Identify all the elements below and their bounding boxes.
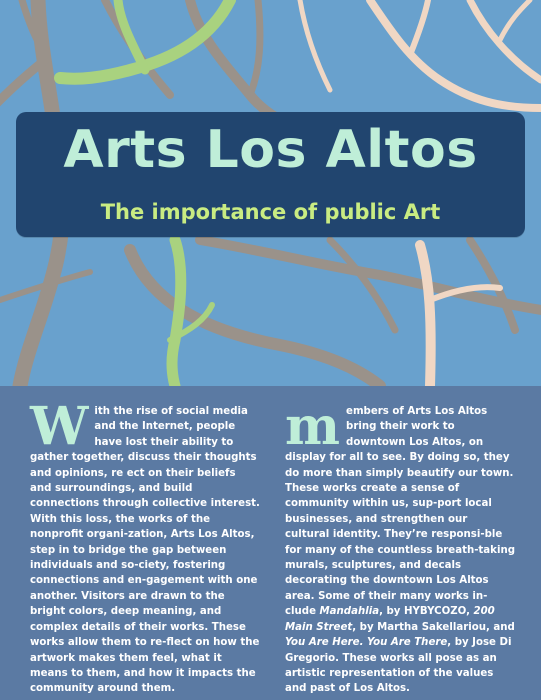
paragraph-right-text-3: , by Martha Sakellariou, and bbox=[352, 621, 515, 633]
peach-branch bbox=[410, 0, 428, 55]
grey-branch bbox=[330, 240, 395, 330]
peach-branch bbox=[500, 0, 530, 40]
article-body bbox=[0, 386, 541, 700]
paragraph-left: ith the rise of social media and the Internet, people have lost their ability to gather together, discuss their thoughts and opinions, re ect on their beliefs and surroundings, and build connections through collective interest. With this loss, the works of the nonprofit organi-zation, Arts Los Altos, step in to bridge the gap between individuals and so-ciety, fostering connections and en-gagement with one another. Visitors are drawn to the bright colors, deep meaning, and complex details of their works. These works allow them to re-flect on how the artwork makes them feel, what it means to them, and how it impacts the community around them. bbox=[30, 406, 260, 695]
title-banner bbox=[16, 112, 525, 237]
dropcap-right: m bbox=[285, 396, 341, 457]
artwork-title-you-are-here: You Are Here. You Are There bbox=[285, 637, 448, 649]
page-title: Arts Los Altos bbox=[63, 120, 478, 180]
grey-branch bbox=[250, 0, 260, 95]
article-column-right bbox=[285, 396, 515, 697]
green-branch bbox=[172, 240, 181, 386]
paragraph-right-text-4: , by Jose Di Gregorio. These works all pose as an artistic representation of the values and past of Los Altos. bbox=[285, 637, 512, 695]
page-subtitle: The importance of public Art bbox=[100, 200, 441, 224]
paragraph-right-text-1: embers of Arts Los Altos bring their work to downtown Los Altos, on display for all to see. By doing so, they do more than simply beautify our town. These works create a sense of community within us, sup-port local businesses, and strengthen our cultural identity. They’re responsi-ble for many of the countless breath-taking murals, sculptures, and decals decorating the downtown Los Altos area. Some of their many works in-clude bbox=[285, 406, 515, 618]
dropcap-left: W bbox=[30, 396, 89, 457]
artwork-title-mandahlia: Mandahlia bbox=[319, 606, 380, 618]
article-column-left bbox=[30, 396, 260, 697]
peach-branch bbox=[300, 0, 330, 90]
peach-branch bbox=[420, 245, 431, 386]
paragraph-right-text-2: , by HYBYCOZO, bbox=[379, 606, 474, 618]
artwork-title-200-main-street: 200 Main Street bbox=[285, 606, 495, 633]
grey-branch bbox=[0, 60, 45, 110]
peach-branch bbox=[470, 0, 541, 80]
